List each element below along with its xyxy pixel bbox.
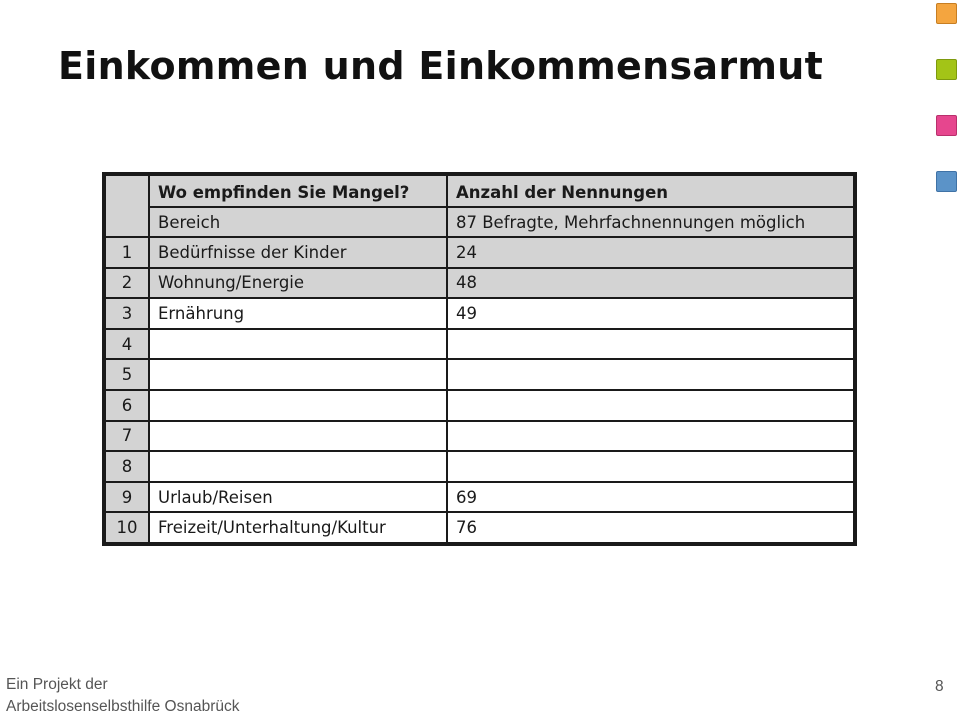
row-number-cell: 7 xyxy=(106,422,148,451)
header-bereich-title: Wo empfinden Sie Mangel? xyxy=(150,176,446,206)
table-row xyxy=(106,513,853,542)
header-anzahl-sub: 87 Befragte, Mehrfachnennungen möglich xyxy=(448,208,853,236)
green-square-decoration xyxy=(936,59,957,80)
bereich-cell xyxy=(150,360,446,389)
table-row xyxy=(106,299,853,328)
page-number: 8 xyxy=(935,678,944,695)
bereich-cell: Ernährung xyxy=(150,299,446,328)
row-number-cell: 5 xyxy=(106,360,148,389)
footer-line-2: Arbeitslosenselbsthilfe Osnabrück xyxy=(6,698,240,715)
row-number-cell: 9 xyxy=(106,483,148,512)
anzahl-cell xyxy=(448,391,853,420)
row-number-cell: 6 xyxy=(106,391,148,420)
row-number-cell: 1 xyxy=(106,238,148,267)
footer-credit xyxy=(6,674,239,718)
survey-table-container xyxy=(102,172,857,546)
table-row xyxy=(106,330,853,359)
anzahl-cell: 76 xyxy=(448,513,853,542)
table-subheader-row xyxy=(106,208,853,236)
orange-square-decoration xyxy=(936,3,957,24)
bereich-cell xyxy=(150,422,446,451)
table-header-row xyxy=(106,176,853,206)
header-corner-cell xyxy=(106,176,148,236)
footer-line-1: Ein Projekt der xyxy=(6,676,108,693)
anzahl-cell: 24 xyxy=(448,238,853,267)
table-row xyxy=(106,452,853,481)
table-row xyxy=(106,422,853,451)
table-row xyxy=(106,391,853,420)
survey-table xyxy=(104,174,855,544)
bereich-cell: Urlaub/Reisen xyxy=(150,483,446,512)
blue-square-decoration xyxy=(936,171,957,192)
anzahl-cell xyxy=(448,330,853,359)
slide-title: Einkommen und Einkommensarmut xyxy=(58,44,824,88)
bereich-cell: Freizeit/Unterhaltung/Kultur xyxy=(150,513,446,542)
table-row xyxy=(106,269,853,298)
header-bereich-sub: Bereich xyxy=(150,208,446,236)
bereich-cell xyxy=(150,330,446,359)
table-row xyxy=(106,238,853,267)
anzahl-cell xyxy=(448,360,853,389)
header-anzahl-title: Anzahl der Nennungen xyxy=(448,176,853,206)
anzahl-cell xyxy=(448,452,853,481)
anzahl-cell xyxy=(448,422,853,451)
row-number-cell: 2 xyxy=(106,269,148,298)
row-number-cell: 4 xyxy=(106,330,148,359)
table-row xyxy=(106,483,853,512)
bereich-cell xyxy=(150,391,446,420)
row-number-cell: 10 xyxy=(106,513,148,542)
row-number-cell: 8 xyxy=(106,452,148,481)
pink-square-decoration xyxy=(936,115,957,136)
anzahl-cell: 48 xyxy=(448,269,853,298)
table-row xyxy=(106,360,853,389)
anzahl-cell: 49 xyxy=(448,299,853,328)
anzahl-cell: 69 xyxy=(448,483,853,512)
bereich-cell: Wohnung/Energie xyxy=(150,269,446,298)
bereich-cell xyxy=(150,452,446,481)
row-number-cell: 3 xyxy=(106,299,148,328)
bereich-cell: Bedürfnisse der Kinder xyxy=(150,238,446,267)
